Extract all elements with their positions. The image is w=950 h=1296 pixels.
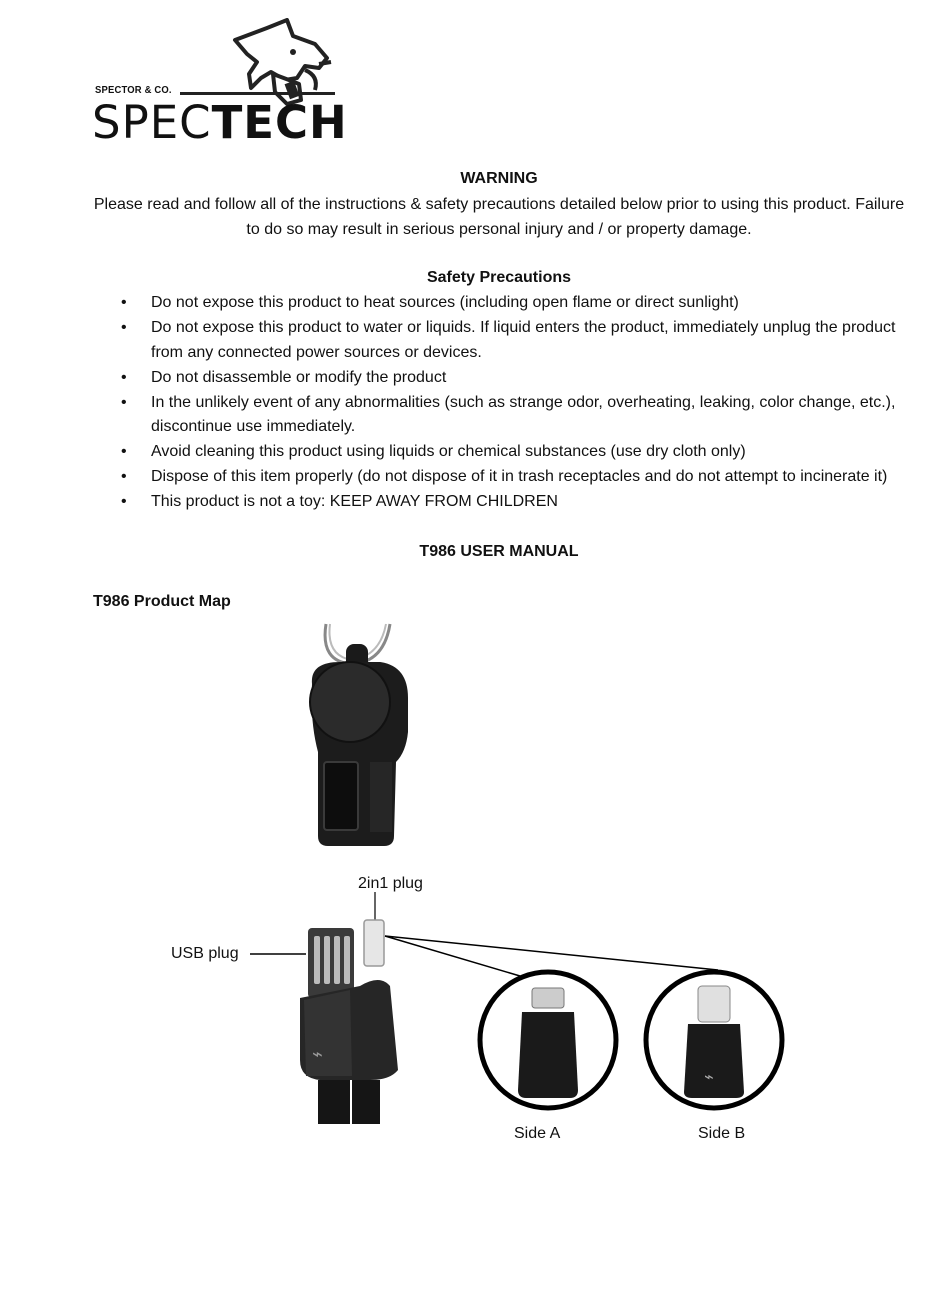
svg-text:⌁: ⌁ (312, 1044, 323, 1065)
side-b-leader-line (385, 936, 718, 970)
safety-heading: Safety Precautions (426, 269, 572, 286)
cable-connector-image (300, 920, 398, 1124)
warning-heading: WARNING (460, 170, 538, 187)
list-item: • Do not expose this product to water or liquids. If liquid enters the product, immediately unplug the product from any connected power sources or devices. (92, 316, 912, 365)
plug-diagram (240, 890, 800, 1130)
safety-list (92, 291, 912, 515)
warning-body: Please read and follow all of the instructions & safety precautions detailed below prior to using this product. Failure to do so may result in serious personal injury and / or property damage. (93, 196, 905, 238)
side-a-image (480, 972, 616, 1108)
list-item: • This product is not a toy: KEEP AWAY FROM CHILDREN (92, 490, 912, 515)
keychain-charger-image (300, 622, 415, 852)
logo-brand-spec: SPEC (92, 96, 212, 149)
logo-brand-text (92, 96, 348, 149)
manual-title: T986 USER MANUAL (419, 543, 579, 560)
logo-small-text: SPECTOR & CO. (95, 84, 172, 96)
usb-plug-label: USB plug (171, 945, 239, 962)
side-a-leader-line (385, 936, 520, 976)
side-b-image (646, 972, 782, 1108)
product-map-heading: T986 Product Map (93, 593, 231, 610)
side-a-label: Side A (514, 1125, 561, 1142)
side-b-label: Side B (698, 1125, 746, 1142)
list-item: • Dispose of this item properly (do not dispose of it in trash receptacles and do not attempt to incinerate it) (92, 465, 912, 490)
list-item: • Do not expose this product to heat sources (including open flame or direct sunlight) (92, 291, 912, 316)
list-item: • Do not disassemble or modify the product (92, 366, 912, 391)
plug-label: 2in1 plug (358, 875, 423, 892)
list-item: • In the unlikely event of any abnormalities (such as strange odor, overheating, leaking, color change, etc.), discontinue use immediately. (92, 391, 912, 440)
logo-brand-tech: TECH (211, 96, 348, 149)
list-item: • Avoid cleaning this product using liquids or chemical substances (use dry cloth only) (92, 440, 912, 465)
svg-text:⌁: ⌁ (704, 1067, 714, 1086)
logo-divider (180, 92, 335, 95)
